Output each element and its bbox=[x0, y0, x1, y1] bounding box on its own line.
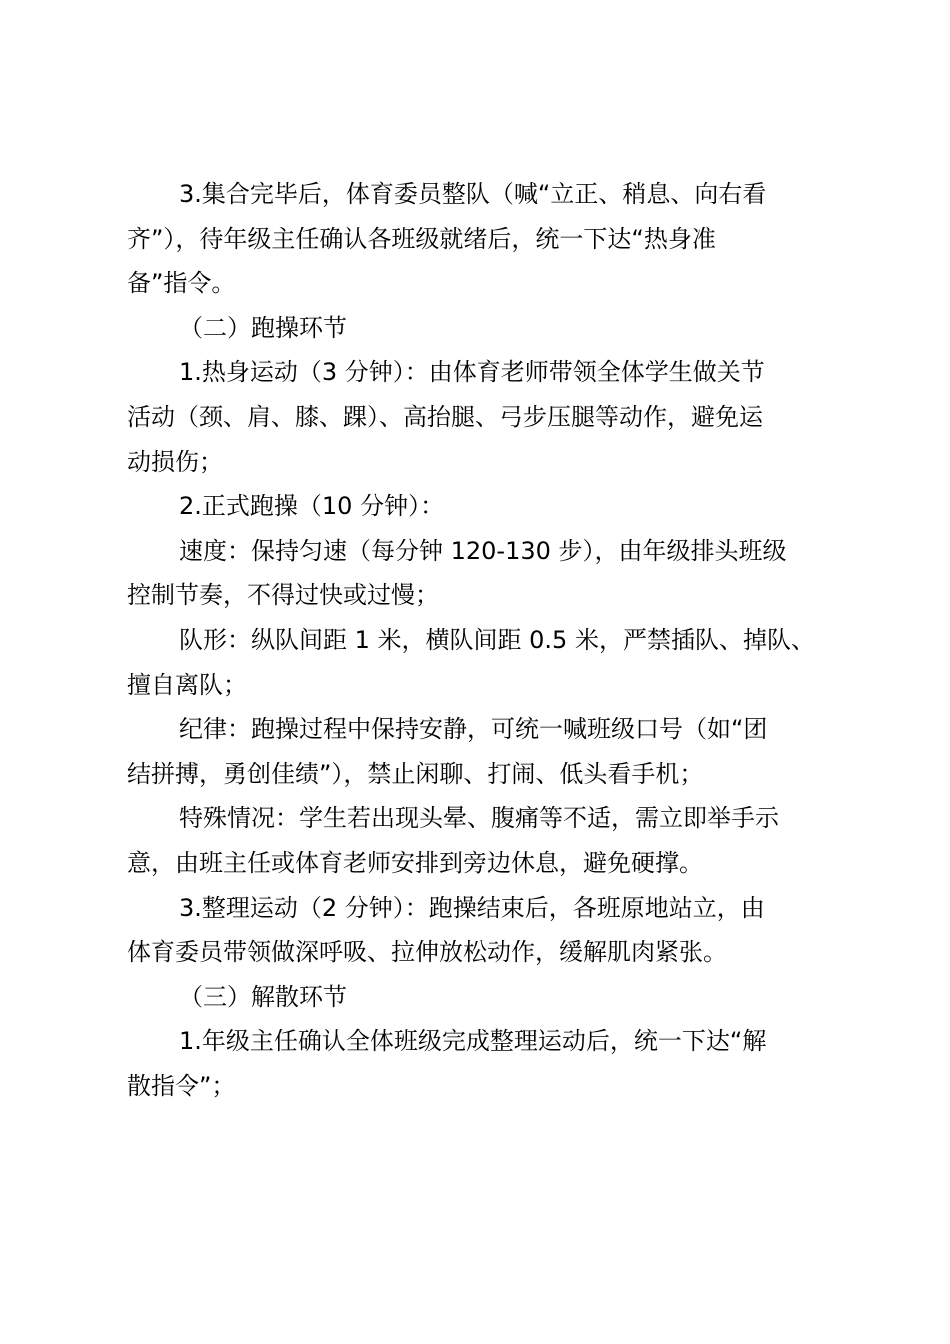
paragraph-line: 速度：保持匀速（每分钟 120-130 步），由年级排头班级 bbox=[179, 536, 787, 565]
paragraph-line: 1.年级主任确认全体班级完成整理运动后，统一下达“解 bbox=[179, 1027, 767, 1056]
paragraph-line: 散指令”； bbox=[127, 1071, 236, 1100]
paragraph-line: 活动（颈、肩、膝、踝）、高抬腿、弓步压腿等动作，避免运 bbox=[127, 402, 763, 431]
paragraph-line: 控制节奏，不得过快或过慢； bbox=[127, 581, 439, 610]
paragraph-line: 纪律：跑操过程中保持安静，可统一喊班级口号（如“团 bbox=[179, 715, 768, 744]
paragraph-line: 齐”），待年级主任确认各班级就绪后，统一下达“热身准 bbox=[127, 224, 716, 253]
paragraph-line: 擅自离队； bbox=[127, 670, 247, 699]
paragraph-line: 动损伤； bbox=[127, 447, 223, 476]
paragraph-line: 队形：纵队间距 1 米，横队间距 0.5 米，严禁插队、掉队、 bbox=[179, 625, 815, 654]
paragraph-line: 2.正式跑操（10 分钟）： bbox=[179, 492, 445, 521]
section-heading: （三）解散环节 bbox=[179, 982, 347, 1011]
paragraph-line: 3.整理运动（2 分钟）：跑操结束后，各班原地站立，由 bbox=[179, 893, 765, 922]
paragraph-line: 结拼搏，勇创佳绩”），禁止闲聊、打闹、低头看手机； bbox=[127, 759, 704, 788]
paragraph-line: 备”指令。 bbox=[127, 269, 236, 298]
document-body bbox=[127, 172, 827, 1108]
paragraph-line: 1.热身运动（3 分钟）：由体育老师带领全体学生做关节 bbox=[179, 358, 765, 387]
section-heading: （二）跑操环节 bbox=[179, 313, 347, 342]
paragraph-line: 3.集合完毕后，体育委员整队（喊“立正、稍息、向右看 bbox=[179, 180, 767, 208]
paragraph-line: 意，由班主任或体育老师安排到旁边休息，避免硬撑。 bbox=[127, 848, 703, 877]
paragraph-line: 体育委员带领做深呼吸、拉伸放松动作，缓解肌肉紧张。 bbox=[127, 938, 727, 967]
paragraph-line: 特殊情况：学生若出现头晕、腹痛等不适，需立即举手示 bbox=[179, 804, 779, 833]
